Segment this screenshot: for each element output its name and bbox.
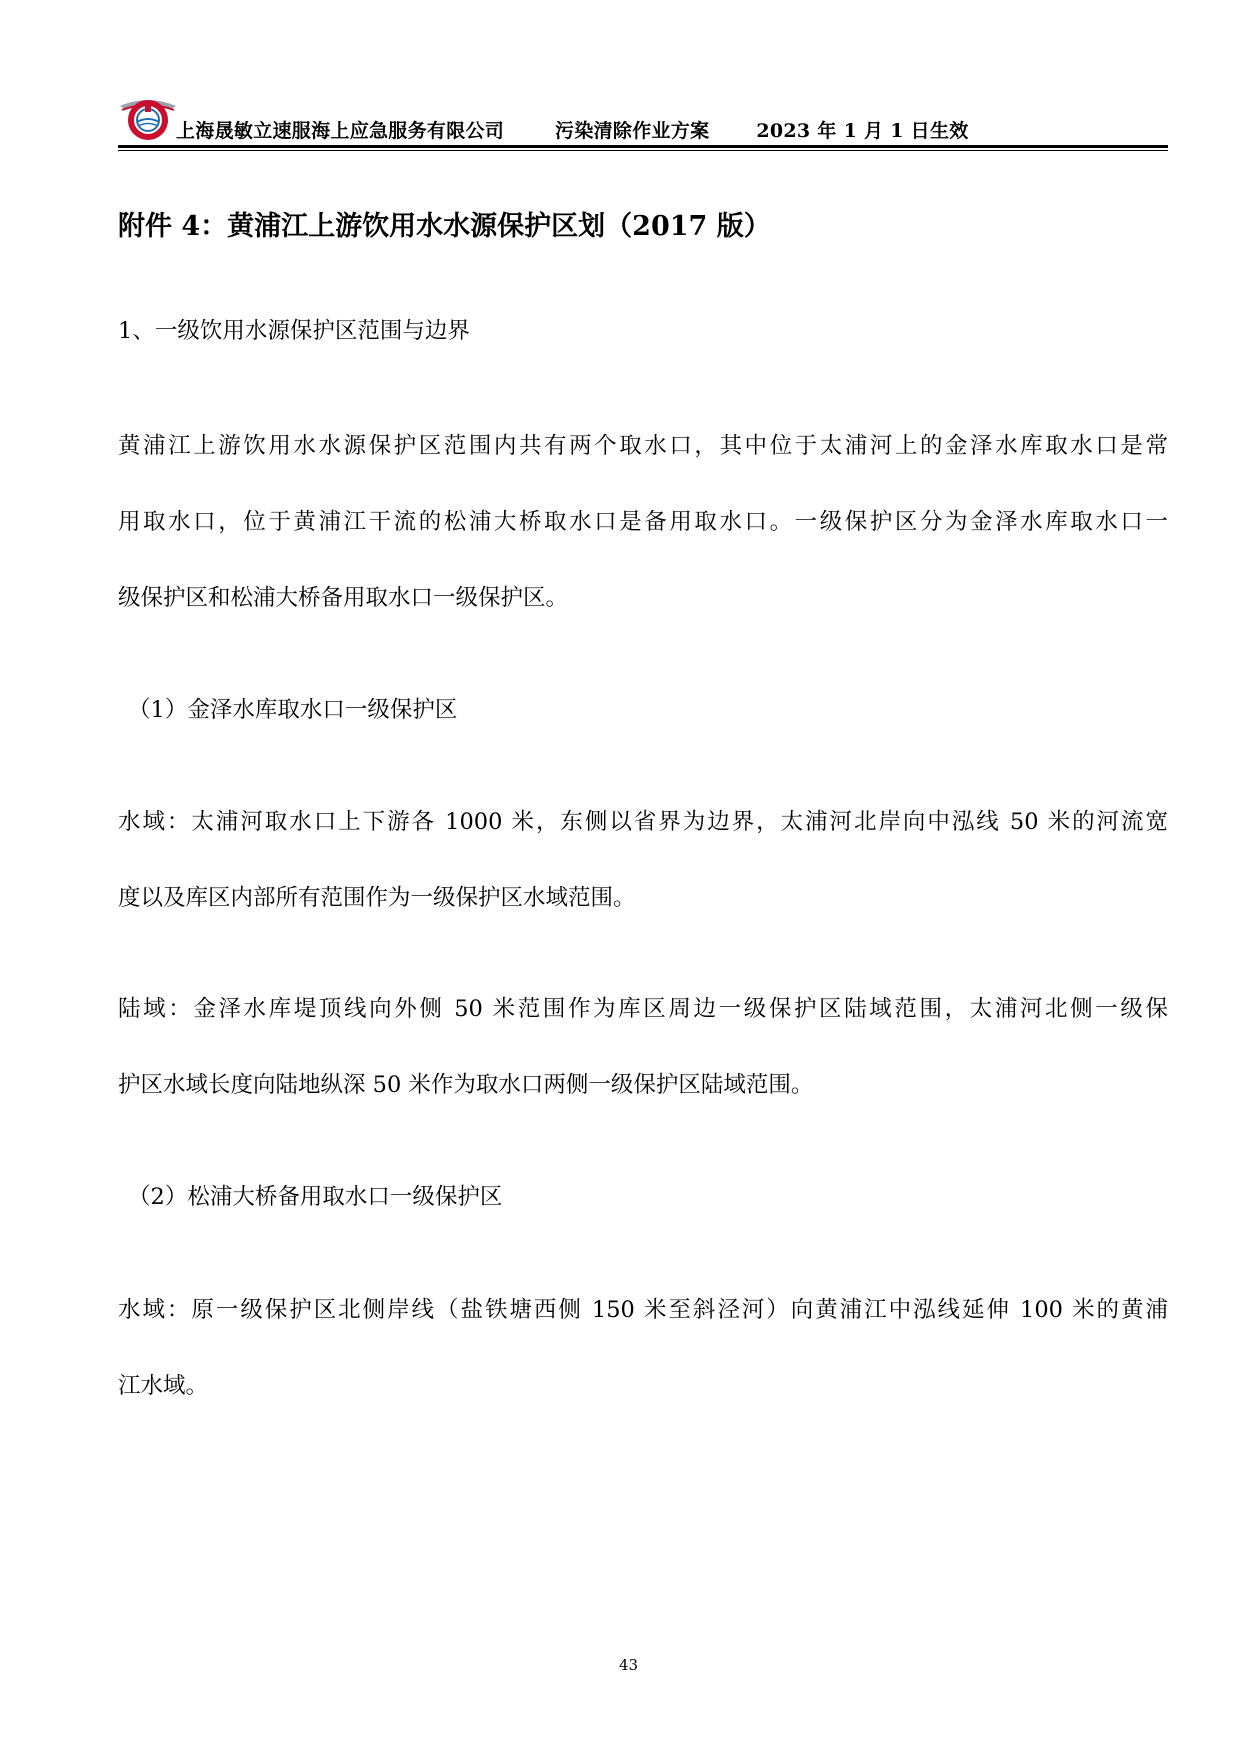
header-divider-thick: [118, 145, 1168, 148]
header-document-title: 污染清除作业方案: [555, 120, 710, 142]
header-text: [176, 116, 969, 143]
page-header: [118, 88, 1168, 148]
section-heading: 1、一级饮用水源保护区范围与边界: [118, 318, 470, 344]
paragraph-line: 级保护区和松浦大桥备用取水口一级保护区。: [118, 585, 569, 611]
paragraph-line: 陆域：金泽水库堤顶线向外侧 50 米范围作为库区周边一级保护区陆域范围，太浦河北侧一级保: [118, 996, 1168, 1022]
page-number: 43: [618, 1656, 639, 1674]
paragraph-line: 黄浦江上游饮用水水源保护区范围内共有两个取水口，其中位于太浦河上的金泽水库取水口是常: [118, 433, 1168, 459]
header-divider-thin: [118, 150, 1168, 151]
paragraph-line: 护区水域长度向陆地纵深 50 米作为取水口两侧一级保护区陆域范围。: [118, 1072, 814, 1098]
paragraph-line: 水域：原一级保护区北侧岸线（盐铁塘西侧 150 米至斜泾河）向黄浦江中泓线延伸 100 米的黄浦: [118, 1297, 1168, 1323]
header-effective-date: 2023 年 1 月 1 日生效: [756, 120, 969, 142]
header-company-name: 上海晟敏立速服海上应急服务有限公司: [176, 120, 505, 142]
page-title: 附件 4：黄浦江上游饮用水水源保护区划（2017 版）: [118, 211, 771, 242]
subsection-heading: （1）金泽水库取水口一级保护区: [128, 697, 458, 723]
company-logo: [118, 88, 178, 148]
subsection-heading: （2）松浦大桥备用取水口一级保护区: [128, 1184, 503, 1210]
paragraph-line: 用取水口，位于黄浦江干流的松浦大桥取水口是备用取水口。一级保护区分为金泽水库取水口一: [118, 509, 1168, 535]
paragraph-line: 度以及库区内部所有范围作为一级保护区水域范围。: [118, 885, 636, 911]
paragraph-line: 水域：太浦河取水口上下游各 1000 米，东侧以省界为边界，太浦河北岸向中泓线 50 米的河流宽: [118, 809, 1168, 835]
paragraph-line: 江水域。: [118, 1373, 209, 1399]
